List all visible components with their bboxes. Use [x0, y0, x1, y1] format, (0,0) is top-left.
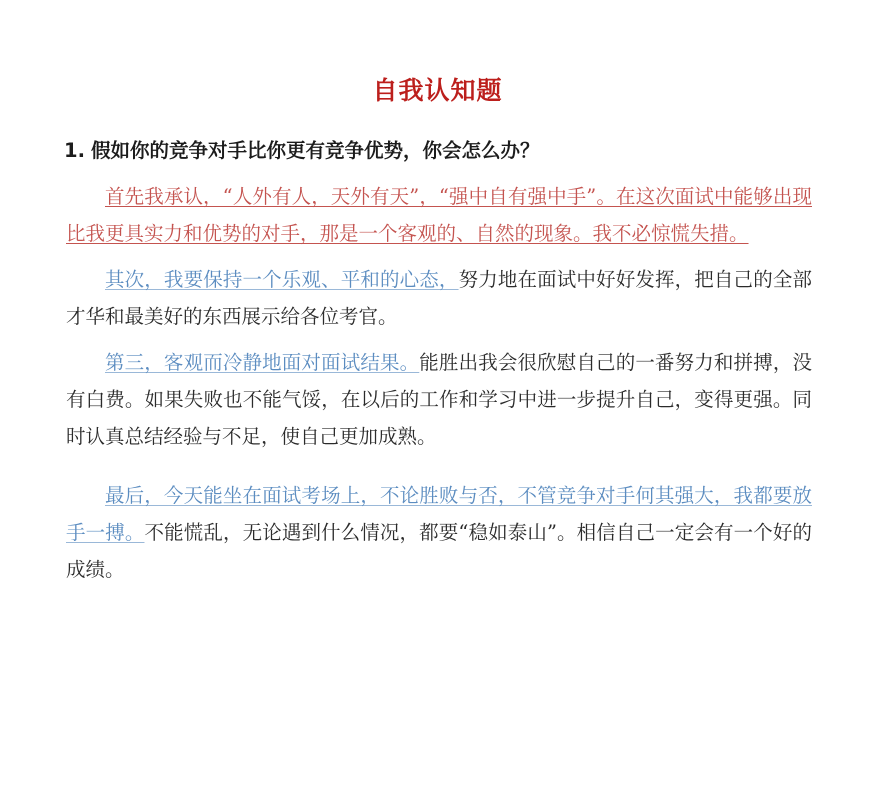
answer-body [66, 178, 812, 588]
paragraph-first [66, 178, 812, 252]
question-text: 假如你的竞争对手比你更有竞争优势，你会怎么办？ [90, 139, 540, 162]
paragraph-third [66, 344, 812, 455]
plain-run: 不能慌乱，无论遇到什么情况，都要“稳如泰山”。相信自己一定会有一个好的成绩。 [66, 521, 812, 581]
plain-run: 努力地在面试中好好发挥，把自己的全部才华和最美好的东西展示给各位考官。 [66, 268, 812, 328]
highlight-blue-run: 第三，客观而冷静地面对面试结果。 [105, 351, 420, 374]
highlight-blue-run: 最后，今天能坐在面试考场上，不论胜败与否，不管竞争对手何其强大，我都要放手一搏。 [66, 484, 812, 544]
question-heading [64, 136, 824, 165]
paragraph-second [66, 261, 812, 335]
highlight-blue-run: 其次，我要保持一个乐观、平和的心态， [105, 268, 459, 291]
plain-run: 能胜出我会很欣慰自己的一番努力和拼搏，没有白费。如果失败也不能气馁，在以后的工作和学习中进一步提升自己，变得更强。同时认真总结经验与不足，使自己更加成熟。 [66, 351, 812, 448]
page-title: 自我认知题 [372, 76, 503, 105]
question-number: 1. [64, 139, 85, 162]
highlight-red-run: 首先我承认，“人外有人，天外有天”，“强中自有强中手”。在这次面试中能够出现比我更具实力和优势的对手，那是一个客观的、自然的现象。我不必惊慌失措。 [66, 185, 812, 245]
paragraph-last [66, 477, 812, 588]
